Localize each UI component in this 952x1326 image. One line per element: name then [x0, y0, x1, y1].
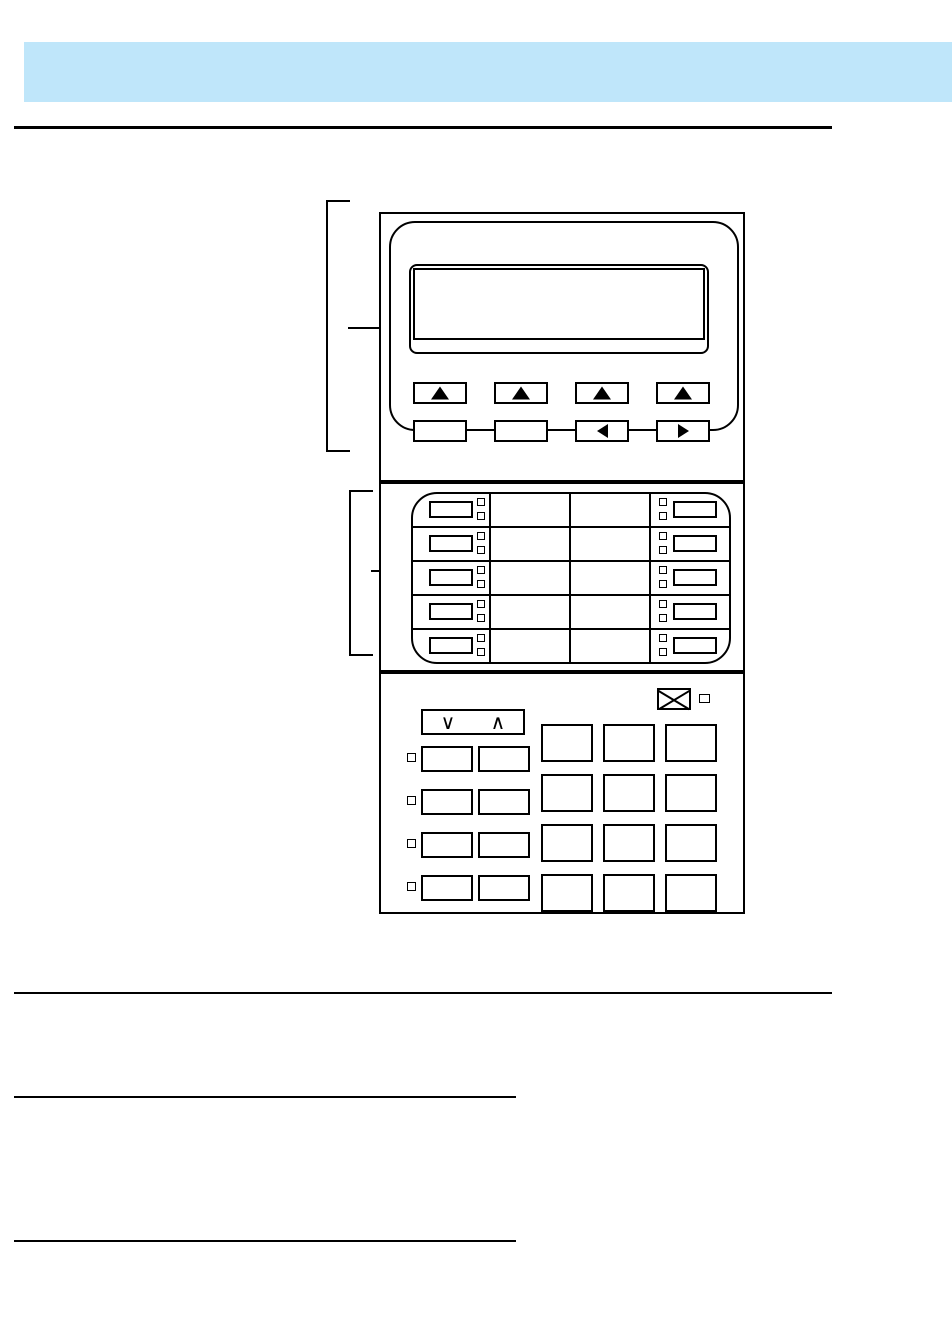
- envelope-icon: [657, 688, 691, 710]
- feature-key-led: [407, 753, 416, 762]
- softkey-1[interactable]: [413, 382, 467, 404]
- message-waiting-led: [699, 694, 710, 703]
- function-key-1[interactable]: [413, 420, 467, 442]
- dial-key-5[interactable]: [603, 774, 655, 812]
- arrow-left-icon: [597, 424, 608, 438]
- programmable-key-r3[interactable]: [673, 569, 717, 586]
- dial-key-4[interactable]: [541, 774, 593, 812]
- key-led: [477, 648, 485, 656]
- softkey-3[interactable]: [575, 382, 629, 404]
- dial-panel: [379, 672, 745, 914]
- feature-key-7[interactable]: [478, 832, 530, 858]
- feature-key-1[interactable]: [421, 746, 473, 772]
- display-panel: [379, 212, 745, 482]
- rule-middle: [14, 992, 832, 994]
- programmable-keys-grid: [411, 492, 731, 664]
- chevron-down-icon: ∨: [440, 710, 456, 734]
- dial-key-star[interactable]: [541, 874, 593, 912]
- triangle-up-icon: [512, 387, 530, 400]
- function-key-2[interactable]: [494, 420, 548, 442]
- programmable-key-r4[interactable]: [673, 603, 717, 620]
- callout-bracket-display: [326, 200, 350, 452]
- key-led: [659, 512, 667, 520]
- lcd-screen: [413, 268, 705, 340]
- key-led: [477, 532, 485, 540]
- telephone-illustration: [379, 212, 745, 914]
- key-led: [659, 498, 667, 506]
- dial-key-3[interactable]: [665, 724, 717, 762]
- rule-section-2: [14, 1240, 516, 1242]
- scroll-right-key[interactable]: [656, 420, 710, 442]
- grid-hline: [413, 594, 729, 596]
- dial-key-8[interactable]: [603, 824, 655, 862]
- dial-key-7[interactable]: [541, 824, 593, 862]
- dial-key-hash[interactable]: [665, 874, 717, 912]
- arrow-right-icon: [678, 424, 689, 438]
- grid-vline: [649, 494, 651, 662]
- triangle-up-icon: [593, 387, 611, 400]
- grid-hline: [413, 526, 729, 528]
- dial-key-9[interactable]: [665, 824, 717, 862]
- key-led: [477, 512, 485, 520]
- programmable-key-r5[interactable]: [673, 637, 717, 654]
- grid-vline: [569, 494, 571, 662]
- feature-key-led: [407, 882, 416, 891]
- volume-rocker[interactable]: [421, 709, 525, 735]
- programmable-key-l3[interactable]: [429, 569, 473, 586]
- feature-key-6[interactable]: [478, 789, 530, 815]
- feature-key-8[interactable]: [478, 875, 530, 901]
- key-led: [659, 566, 667, 574]
- dial-key-2[interactable]: [603, 724, 655, 762]
- header-band: [24, 42, 952, 102]
- key-led: [477, 600, 485, 608]
- dial-key-0[interactable]: [603, 874, 655, 912]
- grid-hline: [413, 560, 729, 562]
- programmable-key-l4[interactable]: [429, 603, 473, 620]
- callout-bracket-keys: [349, 490, 373, 656]
- feature-key-5[interactable]: [478, 746, 530, 772]
- key-led: [477, 566, 485, 574]
- dial-key-1[interactable]: [541, 724, 593, 762]
- rule-top: [14, 126, 832, 129]
- triangle-up-icon: [431, 387, 449, 400]
- key-led: [659, 580, 667, 588]
- key-led: [477, 580, 485, 588]
- feature-key-led: [407, 796, 416, 805]
- chevron-up-icon: ∧: [490, 710, 506, 734]
- softkey-2[interactable]: [494, 382, 548, 404]
- grid-vline: [489, 494, 491, 662]
- scroll-left-key[interactable]: [575, 420, 629, 442]
- programmable-keys-panel: [379, 482, 745, 672]
- dial-key-6[interactable]: [665, 774, 717, 812]
- feature-key-3[interactable]: [421, 832, 473, 858]
- key-led: [477, 546, 485, 554]
- key-led: [477, 614, 485, 622]
- triangle-up-icon: [674, 387, 692, 400]
- key-led: [659, 648, 667, 656]
- rule-section-1: [14, 1096, 516, 1098]
- softkey-4[interactable]: [656, 382, 710, 404]
- key-led: [659, 546, 667, 554]
- key-led: [477, 498, 485, 506]
- key-led: [659, 532, 667, 540]
- feature-key-2[interactable]: [421, 789, 473, 815]
- grid-hline: [413, 628, 729, 630]
- key-led: [659, 600, 667, 608]
- programmable-key-l1[interactable]: [429, 501, 473, 518]
- key-led: [659, 614, 667, 622]
- feature-key-led: [407, 839, 416, 848]
- key-led: [659, 634, 667, 642]
- feature-key-4[interactable]: [421, 875, 473, 901]
- programmable-key-r2[interactable]: [673, 535, 717, 552]
- key-led: [477, 634, 485, 642]
- programmable-key-r1[interactable]: [673, 501, 717, 518]
- programmable-key-l5[interactable]: [429, 637, 473, 654]
- programmable-key-l2[interactable]: [429, 535, 473, 552]
